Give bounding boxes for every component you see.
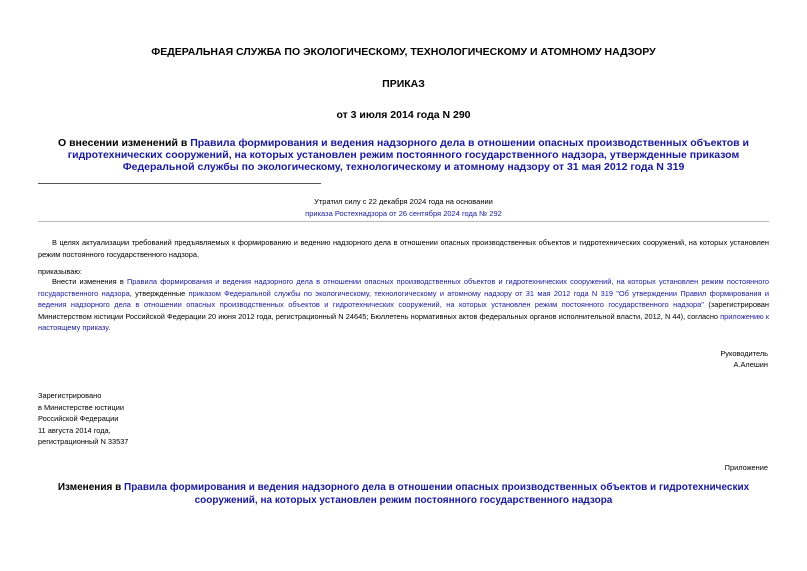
title-prefix: О внесении изменений в xyxy=(58,137,191,149)
registration-line: регистрационный N 33537 xyxy=(38,437,129,446)
expiry-note xyxy=(38,196,769,220)
expiry-line: Утратил силу с 22 декабря 2024 года на основании xyxy=(314,197,493,206)
appendix-link[interactable]: приложению к настоящему приказу xyxy=(38,311,769,332)
registration-line: Российской Федерации xyxy=(38,414,119,423)
appendix-rules-link[interactable]: Правила формирования и ведения надзорного дела в отношении опасных производственных объектов и гидротехнических сооружений, на которых установлен режим постоянного государственного надзора xyxy=(124,482,750,506)
order-319-link[interactable]: приказом Федеральной службы по экологическому, технологическому и атомному надзору от 31 мая 2012 года N 319 "Об утверждении Правил формирования и ведения надзорного дела в отношении опасных производственных объектов и гидротехнических сооружений, на которых установлен режим постоянного государственного надзора" xyxy=(38,288,770,309)
main-paragraph xyxy=(38,276,769,334)
signatory-title: Руководитель xyxy=(720,349,768,358)
para2-mid1: , утвержденные xyxy=(129,288,189,298)
registration-block xyxy=(38,390,128,448)
orders-word: приказываю: xyxy=(38,267,82,276)
registration-line: Зарегистрировано xyxy=(38,391,102,400)
rules-link[interactable]: Правила формирования и ведения надзорного дела в отношении опасных производственных объектов и гидротехнических сооружений, на которых установлен режим постоянного государственного надзора xyxy=(38,277,769,298)
order-heading: ПРИКАЗ xyxy=(382,78,425,90)
registration-line: в Министерстве юстиции xyxy=(38,402,125,412)
document-title xyxy=(38,137,769,173)
para2-end: . xyxy=(108,323,111,332)
appendix-title xyxy=(38,482,769,507)
signatory-name: А.Алешин xyxy=(733,360,768,369)
expiry-order-link[interactable]: приказа Ростехнадзора от 26 сентября 2024 года № 292 xyxy=(305,209,502,218)
appendix-label: Приложение xyxy=(724,463,768,472)
title-rules-link[interactable]: Правила формирования и ведения надзорного дела в отношении опасных производственных объектов и гидротехнических сооружений, на которых установлен режим постоянного государственного надзора, утвержденные приказом Федеральной службы по экологическому, технологическому и атомному надзору от 31 мая 2012 года N 319 xyxy=(67,137,749,173)
preamble-paragraph: В целях актуализации требований предъявляемых к формированию и ведению надзорного дела в отношении опасных производственных объектов и гидротехнических сооружений, на которых установлен режим постоянного государственного надзора, xyxy=(38,238,769,259)
appendix-title-prefix: Изменения в xyxy=(57,482,125,493)
expiry-divider xyxy=(38,221,769,222)
registration-line: 11 августа 2014 года, xyxy=(38,425,111,435)
title-divider xyxy=(38,183,321,184)
agency-name: ФЕДЕРАЛЬНАЯ СЛУЖБА ПО ЭКОЛОГИЧЕСКОМУ, ТЕХНОЛОГИЧЕСКОМУ И АТОМНОМУ НАДЗОРУ xyxy=(151,46,656,58)
para2-start: Внести изменения в xyxy=(52,277,127,286)
para2-mid2: (зарегистрирован Министерством юстиции Российской Федерации 20 июня 2012 года, регистрационный N 24645; Бюллетень нормативных актов федеральных органов исполнительной власти, 2012, N 44), согласно xyxy=(38,300,769,321)
order-date: от 3 июля 2014 года N 290 xyxy=(336,109,471,121)
